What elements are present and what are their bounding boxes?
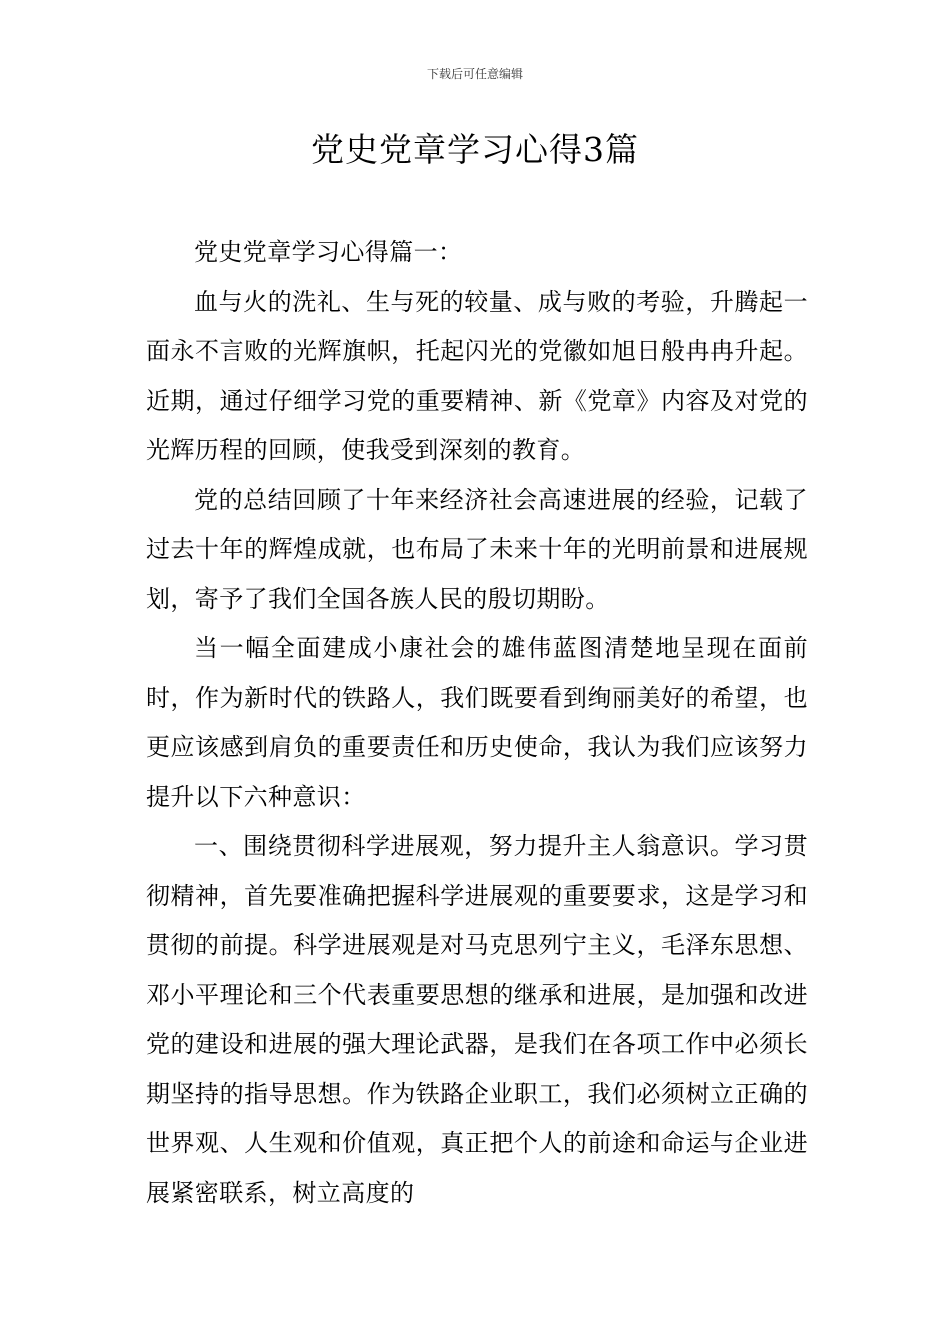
- document-body: [146, 228, 808, 1218]
- paragraph: 血与火的洗礼、生与死的较量、成与败的考验，升腾起一面永不言败的光辉旗帜，托起闪光的党徽如旭日般冉冉升起。近期，通过仔细学习党的重要精神、新《党章》内容及对党的光辉历程的回顾，使我受到深刻的教育。: [146, 287, 808, 464]
- paragraph: 当一幅全面建成小康社会的雄伟蓝图清楚地呈现在面前时，作为新时代的铁路人，我们既要看到绚丽美好的希望，也更应该感到肩负的重要责任和历史使命，我认为我们应该努力提升以下六种意识：: [146, 634, 808, 811]
- header-note: 下载后可任意编辑: [426, 67, 523, 81]
- paragraph: 一、围绕贯彻科学进展观，努力提升主人翁意识。学习贯彻精神，首先要准确把握科学进展观的重要要求，这是学习和贯彻的前提。科学进展观是对马克思列宁主义，毛泽东思想、邓小平理论和三个代表重要思想的继承和进展，是加强和改进党的建设和进展的强大理论武器，是我们在各项工作中必须长期坚持的指导思想。作为铁路企业职工，我们必须树立正确的世界观、人生观和价值观，真正把个人的前途和命运与企业进展紧密联系，树立高度的: [146, 832, 808, 1207]
- document-title: 党史党章学习心得3篇: [311, 130, 639, 169]
- section-heading: 党史党章学习心得篇一：: [194, 238, 463, 266]
- paragraph: 党的总结回顾了十年来经济社会高速进展的经验，记载了过去十年的辉煌成就，也布局了未来十年的光明前景和进展规划，寄予了我们全国各族人民的殷切期盼。: [146, 485, 808, 613]
